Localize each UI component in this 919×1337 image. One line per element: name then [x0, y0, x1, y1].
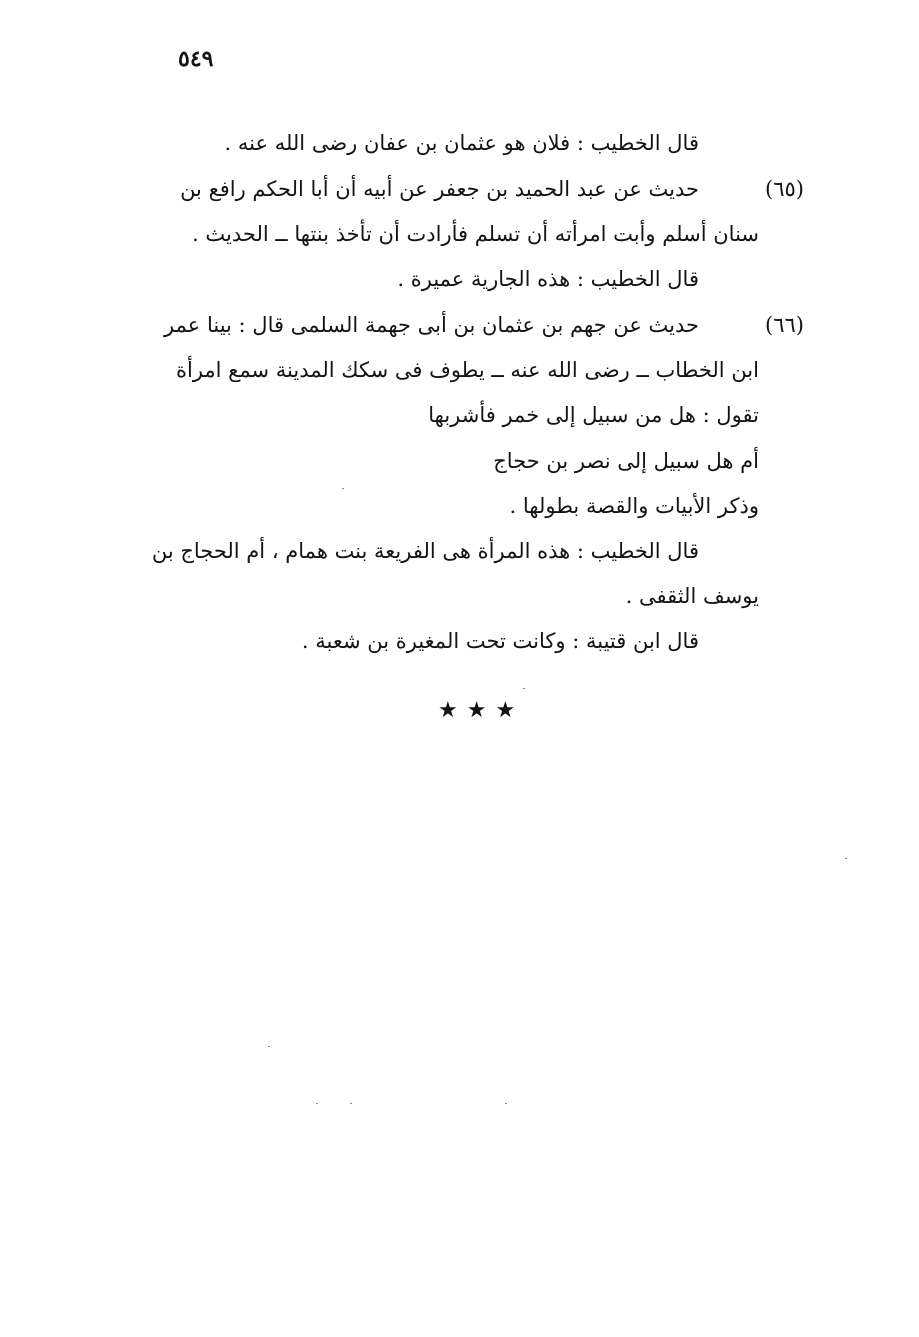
scan-speck	[505, 1103, 507, 1104]
entry-number: (٦٦)	[765, 313, 804, 337]
text-line: سنان أسلم وأبت امرأته أن تسلم فأرادت أن تأخذ بنتها ــ الحديث .	[192, 222, 759, 246]
text-line: قال الخطيب : فلان هو عثمان بن عفان رضى الله عنه .	[224, 131, 699, 155]
text-line: تقول : هل من سبيل إلى خمر فأشربها	[428, 403, 759, 427]
page-number: ٥٤٩	[178, 46, 214, 72]
text-line: قال ابن قتيبة : وكانت تحت المغيرة بن شعبة .	[301, 629, 699, 653]
text-line: قال الخطيب : هذه المرأة هى الفريعة بنت همام ، أم الحجاج بن	[151, 539, 699, 563]
scan-speck	[342, 488, 344, 489]
scan-speck	[316, 1103, 318, 1104]
text-line: يوسف الثقفى .	[625, 584, 759, 608]
text-line: حديث عن عبد الحميد بن جعفر عن أبيه أن أبا الحكم رافع بن	[180, 177, 699, 201]
section-separator: ★★★	[438, 698, 525, 723]
scan-speck	[268, 1046, 270, 1047]
text-line: قال الخطيب : هذه الجارية عميرة .	[397, 267, 699, 291]
verse-line: أم هل سبيل إلى نصر بن حجاج	[493, 449, 759, 473]
entry-number: (٦٥)	[765, 177, 804, 201]
text-line: ابن الخطاب ــ رضى الله عنه ــ يطوف فى سكك المدينة سمع امرأة	[176, 358, 759, 382]
scan-speck	[523, 688, 525, 689]
scan-speck	[845, 858, 847, 859]
text-line: وذكر الأبيات والقصة بطولها .	[509, 494, 759, 518]
text-line: حديث عن جهم بن عثمان بن أبى جهمة السلمى قال : بينا عمر	[164, 313, 699, 337]
scan-speck	[350, 1103, 352, 1104]
